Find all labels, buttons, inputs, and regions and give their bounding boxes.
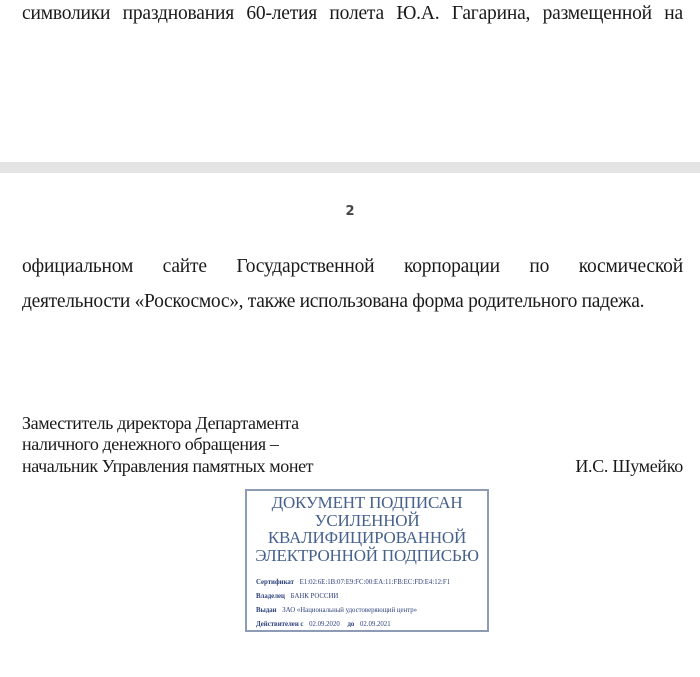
- signatory-position-line: наличного денежного обращения –: [22, 434, 279, 454]
- stamp-title: [247, 494, 487, 564]
- stamp-validity-row: [256, 618, 486, 632]
- stamp-title-line: КВАЛИФИЦИРОВАННОЙ: [267, 528, 467, 547]
- word: символики: [22, 3, 111, 24]
- word: Гагарина,: [451, 3, 531, 24]
- signatory-name: И.С. Шумейко: [575, 456, 683, 476]
- certificate-label: Сертификат: [256, 579, 294, 586]
- signatory-position-line: начальник Управления памятных монет: [22, 456, 314, 476]
- word: Государственной: [236, 256, 375, 277]
- electronic-signature-stamp: [245, 489, 489, 632]
- issued-value: ЗАО «Национальный удостоверяющий центр»: [282, 607, 418, 614]
- owner-value: БАНК РОССИИ: [290, 593, 339, 600]
- stamp-title-line: ЭЛЕКТРОННОЙ ПОДПИСЬЮ: [255, 545, 479, 565]
- word: на: [664, 3, 683, 24]
- word: 60-летия: [246, 3, 318, 24]
- stamp-title-line: УСИЛЕННОЙ: [314, 510, 420, 530]
- word: размещенной: [542, 3, 652, 24]
- word: празднования: [122, 3, 234, 24]
- word: полета: [329, 3, 384, 24]
- stamp-certificate-row: [256, 576, 486, 590]
- word: Ю.А.: [396, 3, 440, 24]
- word: корпорации: [403, 256, 500, 277]
- paragraph-line: [22, 2, 683, 26]
- page-number: 2: [345, 204, 355, 219]
- issued-label: Выдан: [256, 607, 277, 614]
- stamp-owner-row: [256, 590, 486, 604]
- valid-from-label: Действителен с: [256, 621, 304, 628]
- document-page-1: [0, 0, 700, 162]
- stamp-details: [256, 576, 486, 632]
- signatory-position-line: Заместитель директора Департамента: [22, 413, 299, 433]
- owner-label: Владелец: [256, 593, 285, 600]
- paragraph-line: деятельности «Роскосмос», также использована форма родительного падежа.: [22, 291, 645, 312]
- certificate-value: E1:02:6E:1B:07:E9:FC:00:EA:11:FB:EC:FD:E4:12:F1: [299, 579, 451, 586]
- valid-from-value: 02.09.2020: [309, 621, 340, 628]
- word: космической: [578, 256, 683, 277]
- valid-to-label: до: [347, 621, 355, 628]
- page-separator: [0, 162, 700, 173]
- valid-to-value: 02.09.2021: [360, 621, 391, 628]
- stamp-issued-row: [256, 604, 486, 618]
- word: по: [529, 256, 550, 277]
- word: сайте: [162, 256, 207, 277]
- paragraph-line: [22, 255, 683, 279]
- word: официальном: [22, 256, 134, 277]
- stamp-title-line: ДОКУМЕНТ ПОДПИСАН: [271, 493, 463, 512]
